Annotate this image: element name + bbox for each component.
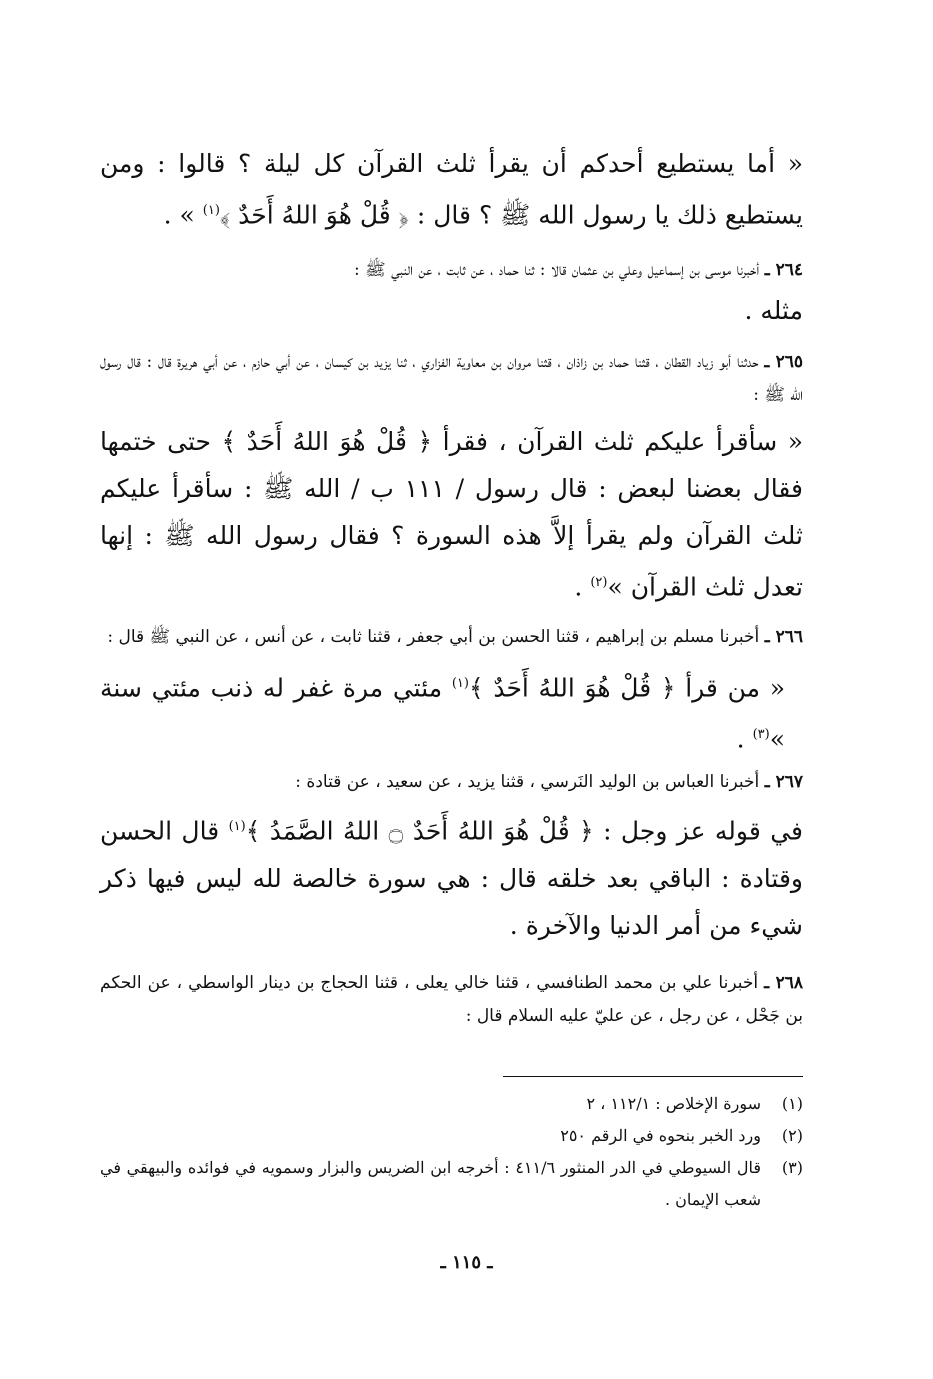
hadith-number-265: ٢٦٥ ـ: [764, 352, 803, 373]
footnote-text: ورد الخبر بنحوه في الرقم ٢٥٠: [560, 1126, 761, 1145]
matn-265: « سأقرأ عليكم ثلث القرآن ، فقرأ ﴿ قُلْ هُوَ اللهُ أَحَدٌ ﴾ حتى ختمها فقال بعضنا لبعض : قال رسول / ١١١ ب / الله ﷺ : سأقرأ عليكم ثلث القرآن ولم يقرأ إلاَّ هذه السورة ؟ فقال رسول الله ﷺ : إنها تعدل ثلث القرآن »$^{(٢)}$ .: [100, 427, 803, 602]
isnad-264: ٢٦٤ ـ أخبرنا موسى بن إسماعيل وعلي بن عثمان قالا : ثنا حماد ، عن ثابت ، عن النبي ﷺ :: [354, 260, 803, 281]
isnad-265: ٢٦٥ ـ حدثنا أبو زياد القطان ، قثنا حماد بن زاذان ، قثنا مروان بن معاوية الفزاري ، ثنا يزيد بن كيسان ، عن أبي حازم ، عن أبي هريرة قال : قال رسول الله ﷺ :: [100, 352, 803, 406]
footnote-1: [100, 1088, 803, 1120]
page-number: ـ ١١٥ ـ: [440, 1252, 493, 1273]
isnad-268: ٢٦٨ ـ أخبرنا علي بن محمد الطنافسي ، قثنا خالي يعلى ، قثنا الحجاج بن دينار الواسطي ، عن الحكم بن جَحْل ، عن رجل ، عن عليّ عليه السلام قال :: [100, 972, 803, 1026]
footnote-3: [100, 1152, 803, 1216]
isnad-266: ٢٦٦ ـ أخبرنا مسلم بن إبراهيم ، قثنا الحسن بن أبي جعفر ، قثنا ثابت ، عن أنس ، عن النبي ﷺ قال :: [107, 626, 803, 647]
hadith-number-266: ٢٦٦ ـ: [764, 626, 803, 647]
hadith-number-268: ٢٦٨ ـ: [764, 972, 803, 993]
footnote-ref-1b: (١): [451, 675, 469, 691]
footnote-ref-3: (٣): [752, 726, 770, 742]
matn-264: مثله .: [744, 296, 803, 326]
footnote-ref-1: (١): [202, 203, 220, 218]
footnote-ref-1c: (١): [228, 819, 246, 835]
footnote-mark: (١): [781, 1094, 803, 1113]
footnote-mark: (٢): [781, 1126, 803, 1145]
footnote-text: سورة الإخلاص : ١١٢/١ ، ٢: [586, 1094, 761, 1113]
isnad-267: ٢٦٧ ـ أخبرنا العباس بن الوليد النَرسي ، قثنا يزيد ، عن سعيد ، عن قتادة :: [295, 772, 803, 793]
matn-266: « من قرأ ﴿ قُلْ هُوَ اللهُ أَحَدٌ ﴾$^{(١)}$ مئتي مرة غفر له ذنب مئتي سنة »$^{(٣)}$ .: [100, 672, 785, 754]
hadith-number-267: ٢٦٧ ـ: [764, 772, 803, 793]
hadith-number-264: ٢٦٤ ـ: [764, 260, 803, 281]
footnote-ref-2: (٢): [590, 575, 608, 591]
footnotes: [100, 1088, 803, 1216]
main-text: [100, 140, 803, 1033]
passage-hadith-263-text: « أما يستطيع أحدكم أن يقرأ ثلث القرآن كل ليلة ؟ قالوا : ومن يستطيع ذلك يا رسول الله ﷺ ؟ قال : ﴿ قُلْ هُوَ اللهُ أَحَدٌ ﴾$^{(١)}$ » .: [100, 149, 803, 230]
footnote-text: قال السيوطي في الدر المنثور ٤١١/٦ : أخرجه ابن الضريس والبزار وسمويه في فوائده والبيهقي في شعب الإيمان .: [100, 1158, 762, 1209]
matn-267: في قوله عز وجل : ﴿ قُلْ هُوَ اللهُ أَحَدٌ ۝ اللهُ الصَّمَدُ ﴾$^{(١)}$ قال الحسن وقتادة : الباقي بعد خلقه قال : هي سورة خالصة لله ليس فيها ذكر شيء من أمر الدنيا والآخرة .: [100, 816, 803, 940]
footnote-2: [100, 1120, 803, 1152]
footnote-mark: (٣): [781, 1158, 803, 1177]
footnote-divider: [503, 1076, 803, 1077]
